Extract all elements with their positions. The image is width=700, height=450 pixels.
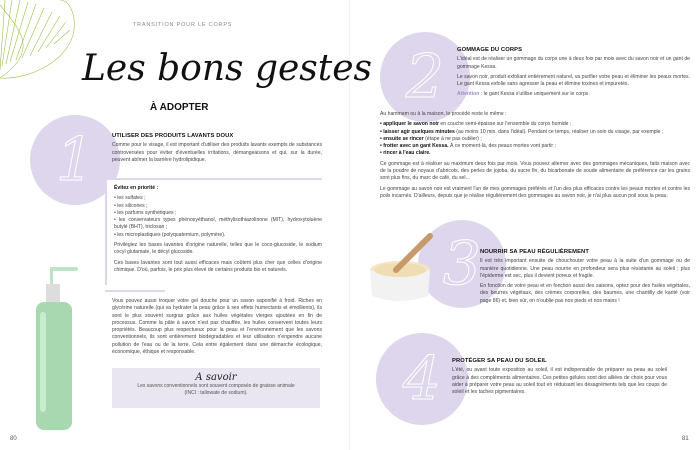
saponified-soap-paragraph: Vous pouvez aussi troquer votre gel douche pour un savon saponifié à froid. Riches en glycérine naturelle (qui va hydrater la peau grâce à ses effets humectants et émollients), ils sont le plus souvent surgras grâce aux huiles végétales vierges ajoutées en fin de processus. Comme la pâte à savon n'est pas chauffée, les huiles conservent toutes leurs propriétés. Beaucoup plus respectueux pour la peau et l'environnement que les savons conventionnels, ils sont entièrement biodégradables et leur utilisation n'engendre aucune pollution de l'eau ou de la terre. Cela entre également dans une démarche écologique, économique, éthique et responsable. bbox=[112, 298, 322, 356]
step-number: 2 bbox=[405, 42, 445, 112]
step-2-title: GOMMAGE DU CORPS bbox=[457, 47, 523, 53]
step-4-title: PROTÉGER SA PEAU DU SOLEIL bbox=[452, 358, 547, 364]
procedure-step: • frotter avec un gant Kessa. À ce moment-là, des peaux mortes vont partir ; bbox=[380, 143, 556, 150]
body-butter-jar-illustration bbox=[368, 232, 443, 304]
step-2-p2: Le savon noir, produit exfoliant entièrement naturel, va purifier votre peau et éliminer les peaux mortes. Le gant Kessa exfolie sans agresser la peau et élimine toxines et impuretés. bbox=[457, 73, 690, 88]
step-number: 1 bbox=[55, 125, 95, 195]
attention-label: Attention bbox=[457, 91, 480, 98]
step-number: 4 bbox=[402, 344, 442, 414]
step-2-p4: Le gommage au savon noir est vraiment l'un de mes gommages préférés et l'un des plus efficaces contre les peaux mortes et contre les poils incarnés. D'ailleurs, depuis que je réalise régulièrement des gommages au savon noir, je n'ai plus aucun poil sous la peau. bbox=[380, 185, 690, 199]
procedure-step: • ensuite se rincer (étape à ne pas oublier) ; bbox=[380, 135, 482, 142]
attention-text: : le gant Kessa s'utilise uniquement sur le corps. bbox=[479, 91, 590, 98]
avoid-item: • les parfums synthétiques ; bbox=[114, 209, 177, 216]
page-subtitle: À ADOPTER bbox=[150, 102, 209, 113]
avoid-item: • les silicones ; bbox=[114, 202, 148, 209]
step-3-p2: En fonction de votre peau et en fonction aussi des saisons, optez pour des huiles végétales, des beurres végétaux, des crèmes corporelles, des baumes, une chantilly de karité (voir page 86) et, bien sûr, on n'oublie pas nos pieds et nos mains ! bbox=[480, 283, 690, 304]
avoid-item: • les microplastiques (polyquaternium, polymère). bbox=[114, 231, 226, 238]
procedure-step: • rincer à l'eau claire. bbox=[380, 150, 431, 157]
procedure-step: • appliquer le savon noir en couche semi-épaisse sur l'ensemble du corps humide ; bbox=[380, 121, 572, 128]
a-savoir-box bbox=[112, 368, 320, 408]
step-1-section bbox=[112, 133, 322, 167]
step-3-p1: Il est très important ensuite de chouchouter votre peau à la suite d'un gommage ou de manière quotidienne. Une peau nourrie en profondeur sera plus résistante au soleil ; plus l'épiderme est sec, plus il devient poreux et fragile. bbox=[480, 258, 690, 279]
a-savoir-title: A savoir bbox=[195, 372, 237, 383]
step-4-p1: L'été, ou avant toute exposition au soleil, il est indispensable de préparer sa peau au soleil grâce à des compléments alimentaires. Ces petites gélules sont des alliées de choix pour vous aider à préparer votre peau au soleil tout en réduisant les désagréments tels que les coups de soleil et les taches pigmentaires. bbox=[452, 367, 667, 396]
avoid-box-p1: Privilégiez les bases lavantes d'origine naturelle, telles que le coco-glucoside, le sodium cocyl glutamate, le décyl glucoside. bbox=[114, 242, 322, 256]
step-2-procedure bbox=[380, 111, 690, 203]
step-2-p1: L'idéal est de réaliser un gommage du corps une à deux fois par mois avec du savon noir et un gant de gommage Kessa. bbox=[457, 56, 690, 70]
procedure-intro: Au hammam ou à la maison, le procédé reste le même : bbox=[380, 111, 507, 117]
avoid-box-p2: Ces bases lavantes sont tout aussi efficaces mais coûtent plus cher que celles d'origine chimique. D'où, parfois, le prix plus élevé de certains produits bio et naturels. bbox=[114, 259, 322, 273]
avoid-box-title: Évitez en priorité : bbox=[114, 185, 159, 191]
page-number-right: 81 bbox=[682, 436, 689, 442]
avoid-box bbox=[105, 178, 322, 285]
avoid-item: • les conservateurs types phénoxyéthanol, méthylisothiazolinone (MIT), hydroxytoluène butylé (BHT), triclosan ; bbox=[114, 217, 322, 231]
step-2-p3: Ce gommage est à réaliser au maximum deux fois par mois. Vous pouvez alterner avec des gommages mécaniques, faits maison avec de la poudre de noyaux d'abricots, des perles de jojoba, du sucre fin, du bicarbonate de soude alimentaire de préférence car les grains sont plus fins, du marc de café, du sel… bbox=[380, 160, 690, 182]
a-savoir-text: Les savons conventionnels sont souvent composés de graisse animale (INCI : tallowate de sodium). bbox=[137, 383, 295, 396]
page-number-left: 80 bbox=[10, 436, 17, 442]
avoid-item: • les sulfates ; bbox=[114, 195, 146, 202]
monstera-leaf-illustration bbox=[0, 0, 80, 90]
soap-bottle-illustration bbox=[30, 262, 105, 437]
page-title: Les bons gestes bbox=[82, 48, 373, 89]
step-3-title: NOURRIR SA PEAU RÉGULIÈREMENT bbox=[480, 249, 589, 255]
step-1-title: UTILISER DES PRODUITS LAVANTS DOUX bbox=[112, 133, 234, 139]
step-2-section bbox=[457, 47, 690, 102]
step-number: 3 bbox=[442, 229, 482, 299]
step-1-intro: Comme pour le visage, il est important d'utiliser des produits lavants exempts de substances controversées pour éviter d'éventuelles irritations, démangeaisons et qui, sur la durée, peuvent abîmer la barrière hydrolipidique. bbox=[112, 142, 322, 163]
running-head: TRANSITION POUR LE CORPS bbox=[133, 22, 233, 28]
box-bottom-rule bbox=[105, 290, 165, 292]
step-3-section bbox=[480, 249, 690, 308]
procedure-step: • laisser agir quelques minutes (au moins 10 min. dans l'idéal). Pendant ce temps, réaliser un soin du visage, par exemple ; bbox=[380, 128, 664, 135]
step-4-section bbox=[452, 358, 667, 399]
